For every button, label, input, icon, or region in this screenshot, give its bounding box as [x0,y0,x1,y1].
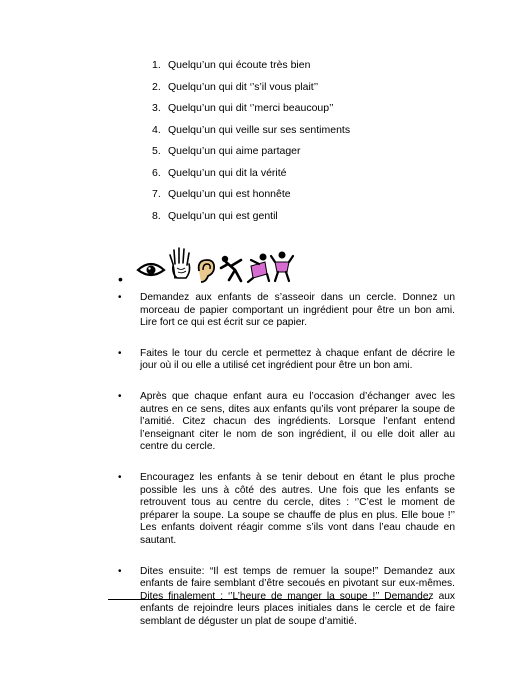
list-number: 4. [152,123,161,136]
list-item [118,292,455,330]
list-text: Quelqu’un qui aime partager [168,145,301,157]
list-item [118,348,455,373]
list-item [152,141,350,163]
list-number: 7. [152,188,161,200]
list-item [152,77,350,99]
paragraph-text: Faites le tour du cercle et permettez à chaque enfant de décrire le jour où il ou elle a utilisé cet ingrédient pour être un bon ami. [140,347,455,372]
bullet-icon: • [118,292,122,303]
list-item [118,391,455,454]
list-item [152,120,350,142]
list-number: 1. [152,59,161,71]
paragraph-text: Dites ensuite: “Il est temps de remuer la soupe!” Demandez aux enfants de faire semblant d’être secoués en pivotant sur eux-mêmes. Dites finalement : ‘’L’heure de manger la soupe !’’ Demandez aux enfants de rejoindre leurs places initiales dans le cercle et de faire semblant de déguster un plat de soupe d’amitié. [140,565,455,627]
paragraph-text: Après que chaque enfant aura eu l’occasion d’échanger avec les autres en ce sens, dites aux enfants qu’ils vont préparer la soupe de l’amitié. Citez chacun des ingrédients. Lorsque l’enfant entend l’enseignant citer le nom de son ingrédient, il ou elle doit aller au centre du cercle. [140,390,455,453]
eye-icon [136,260,166,280]
paragraph-text: Demandez aux enfants de s’asseoir dans un cercle. Donnez un morceau de papier comportant un ingrédient pour être un bon ami. Lire fort ce qui est écrit sur ce papier. [140,292,455,329]
list-text: Quelqu’un qui dit ‘’merci beaucoup’’ [168,102,334,114]
bullet-icon: • [118,271,123,287]
list-number: 3. [152,102,161,114]
list-number: 2. [152,80,161,93]
list-number: 6. [152,166,161,179]
stretching-person-icon [219,254,245,284]
list-text: Quelqu’un qui écoute très bien [168,59,311,71]
list-text: Quelqu’un qui dit la vérité [168,166,287,179]
hand-icon [168,246,194,280]
list-number: 8. [152,209,161,222]
list-item [152,163,350,185]
dancing-person-icon [269,250,295,284]
sitting-person-icon [245,252,271,284]
list-text: Quelqu’un qui veille sur ses sentiments [168,123,351,136]
bullet-icon: • [118,471,122,483]
list-number: 5. [152,145,161,157]
sense-icons-row [118,244,298,286]
numbered-ingredient-list [152,55,350,227]
ear-icon [195,258,217,284]
activity-instructions-list [118,292,455,646]
list-text: Quelqu’un qui est gentil [168,209,278,222]
list-text: Quelqu’un qui dit ‘’s’il vous plait’’ [168,80,319,93]
footer-divider [108,599,430,600]
list-text: Quelqu’un qui est honnête [168,188,291,200]
list-item [118,566,455,629]
list-item [118,472,455,548]
list-item [152,206,350,228]
list-item [152,98,350,120]
bullet-icon: • [118,565,122,577]
list-item [152,55,350,77]
list-item [152,184,350,206]
paragraph-text: Encouragez les enfants à se tenir debout en étant le plus proche possible les uns à côté des autres. Une fois que les enfants se retrouvent tous au centre du cercle, dites : ‘’C’est le moment de préparer la soupe. La soupe se chauffe de plus en plus. Elle boue !’’ Les enfants doivent réagir comme s’ils vont dans l’eau chaude en sautant. [140,471,455,546]
bullet-icon: • [118,347,122,359]
bullet-icon: • [118,390,122,402]
